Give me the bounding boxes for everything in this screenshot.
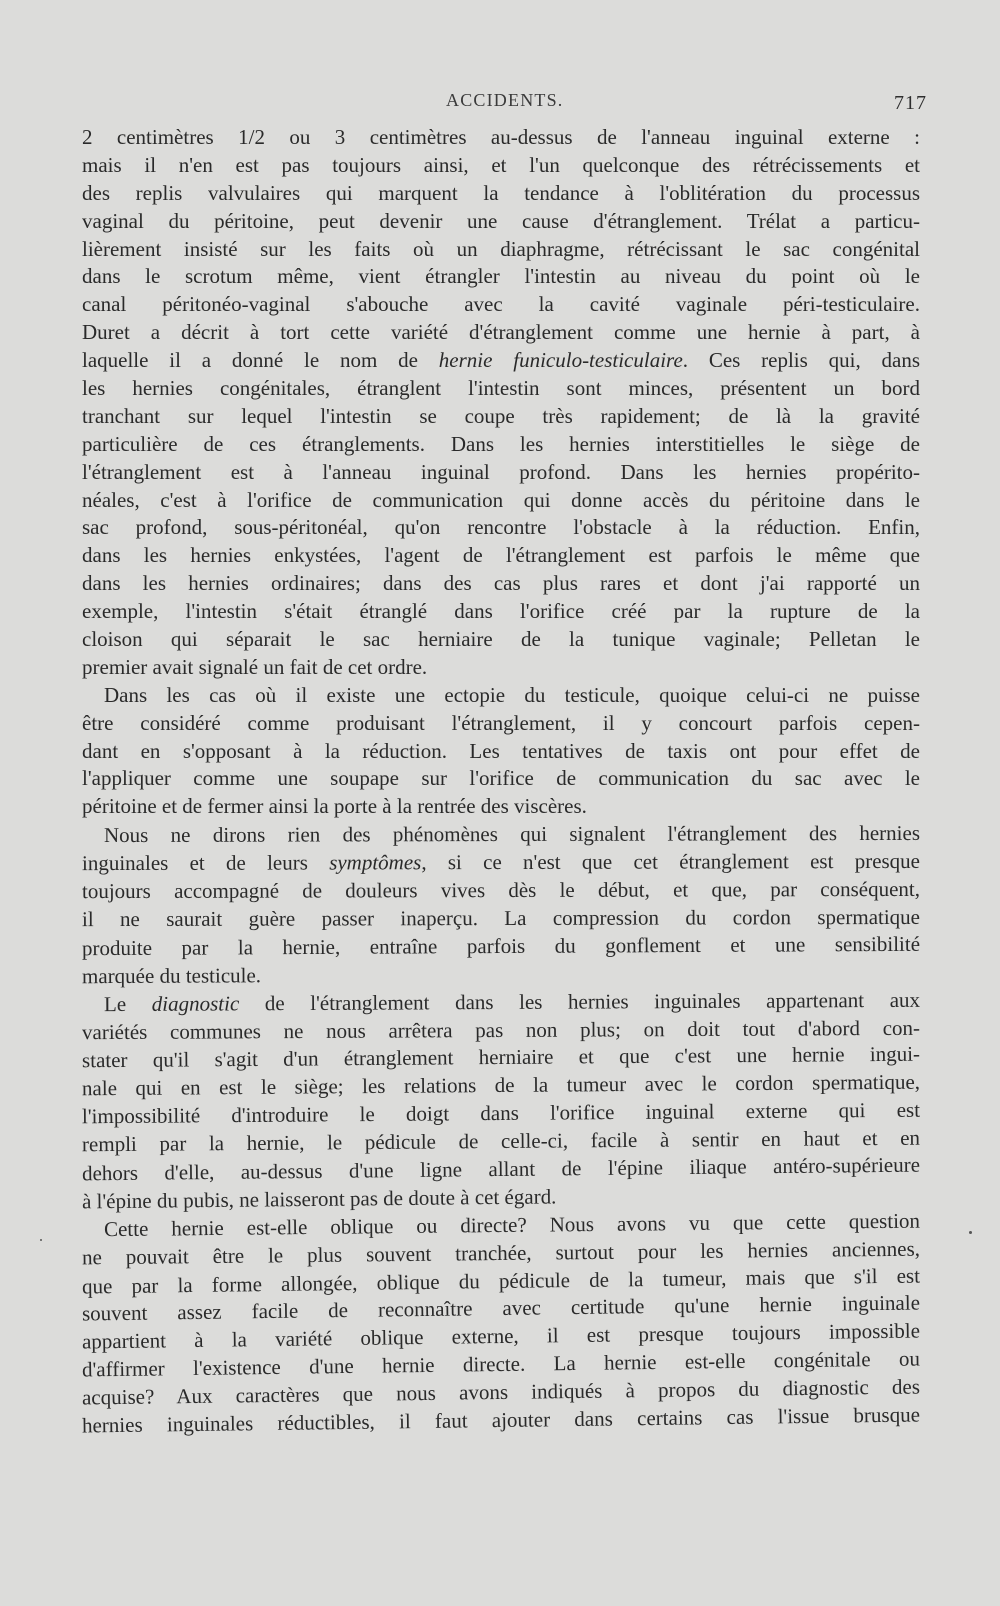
italic-term: diagnostic [151,990,240,1016]
text-line: nale qui en est le siège; les relations de la tumeur avec le cordon spermatique, [81,1069,921,1101]
text-line: acquise? Aux caractères que nous avons indiqués à propos du diagnostic des [81,1374,921,1410]
text-line: sac profond, sous-péritonéal, qu'on rencontre l'obstacle à la réduction. Enfin, [82,515,920,540]
text-line: d'affirmer l'existence d'une hernie directe. La hernie est-elle congénitale ou [81,1346,921,1382]
text-segment: . Ces replis qui, dans [682,348,920,373]
page-number: 717 [894,92,927,114]
text-line: 2 centimètres 1/2 ou 3 centimètres au-dessus de l'anneau inguinal externe : [82,125,920,149]
text-line: stater qu'il s'agit d'un étranglement herniaire et que c'est une hernie ingui- [81,1042,921,1073]
text-line: l'appliquer comme une soupape sur l'orifice de communication du sac avec le [82,766,920,791]
print-speck [40,1239,42,1241]
text-line: dans le scrotum même, vient étrangler l'intestin au niveau du point où le [82,264,920,289]
italic-term: symptômes [329,850,422,875]
text-line: cloison qui séparait le sac herniaire de la tunique vaginale; Pelletan le [82,627,920,652]
text-line: hernies inguinales réductibles, il faut ajouter dans certains cas l'issue brusque [81,1402,921,1438]
text-line: marquée du testicule. [81,962,262,988]
print-speck [969,1231,972,1234]
text-line: appartient à la variété oblique externe, il est presque toujours impossible [81,1318,921,1354]
text-line-with-italic [82,986,920,1018]
text-line: rempli par la hernie, le pédicule de celle-ci, facile à sentir en haut et en [81,1125,921,1157]
text-segment: laquelle il a donné le nom de [82,348,439,373]
text-line: ne pouvait être le plus souvent tranchée, surtout pour les hernies anciennes, [81,1236,921,1270]
text-line: dehors d'elle, au-dessus d'une ligne allant de l'épine iliaque antéro-supérieure [81,1152,921,1186]
text-line: exemple, l'intestin s'était étranglé dans l'orifice créé par la rupture de la [82,599,920,624]
text-line: néales, c'est à l'orifice de communication qui donne accès du péritoine dans le [82,487,920,512]
text-line: dans les hernies enkystées, l'agent de l'étranglement est parfois le même que [82,543,920,568]
text-line: particulière de ces étranglements. Dans les hernies interstitielles le siège de [82,431,920,456]
running-title: ACCIDENTS. [446,90,564,110]
text-line: péritoine et de fermer ainsi la porte à la rentrée des viscères. [82,794,587,819]
text-line: dant en s'opposant à la réduction. Les tentatives de taxis ont pour effet de [82,738,920,763]
text-line: l'impossibilité d'introduire le doigt dans l'orifice inguinal externe qui est [81,1097,921,1129]
text-segment: inguinales et de leurs [81,850,330,876]
text-line: lièrement insisté sur les faits où un diaphragme, rétrécissant le sac congénital [82,236,920,261]
text-line-with-italic [82,848,920,878]
text-line: les hernies congénitales, étranglent l'intestin sont minces, présentent un bord [82,376,920,401]
text-line: Dans les cas où il existe une ectopie du testicule, quoique celui-ci ne puisse [104,682,920,707]
text-line: que par la forme allongée, oblique du pédicule de la tumeur, mais que s'il est [81,1263,921,1298]
text-line: l'étranglement est à l'anneau inguinal profond. Dans les hernies propérito- [82,459,920,484]
running-head [0,90,1000,120]
text-line: des replis valvulaires qui marquent la tendance à l'oblitération du processus [82,180,920,205]
text-line: tranchant sur lequel l'intestin se coupe très rapidement; de là la gravité [82,403,920,428]
text-line: canal péritonéo-vaginal s'abouche avec la cavité vaginale péri-testiculaire. [82,292,920,317]
text-line: à l'épine du pubis, ne laisseront pas de doute à cet égard. [81,1184,557,1214]
text-line-with-italic [82,347,920,375]
text-line: produite par la hernie, entraîne parfois du gonflement et une sensibilité [81,931,921,961]
text-line: être considéré comme produisant l'étranglement, il y concourt parfois cepen- [82,710,920,735]
text-line: Nous ne dirons rien des phénomènes qui signalent l'étranglement des hernies [103,821,921,848]
italic-term: hernie funiculo-testiculaire [438,348,683,373]
text-line: mais il n'en est pas toujours ainsi, et l'un quelconque des rétrécissements et [82,152,920,177]
text-line: vaginal du péritoine, peut devenir une cause d'étranglement. Trélat a particu- [82,208,920,233]
text-line: toujours accompagné de douleurs vives dès le début, et que, par conséquent, [81,876,921,904]
text-line: premier avait signalé un fait de cet ordre. [82,654,428,679]
text-line: dans les hernies ordinaires; dans des cas plus rares et dont j'ai rapporté un [82,571,920,596]
text-segment: , si ce n'est que cet étranglement est presque [421,849,921,875]
text-line: il ne saurait guère passer inaperçu. La compression du cordon spermatique [81,904,921,932]
text-line: variétés communes ne nous arrêtera pas non plus; on doit tout d'abord con- [81,1015,921,1044]
text-line: Duret a décrit à tort cette variété d'étranglement comme une hernie à part, à [82,320,920,345]
text-segment: de l'étranglement dans les hernies inguinales appartenant aux [239,987,921,1015]
text-line: souvent assez facile de reconnaître avec certitude qu'une hernie inguinale [81,1290,921,1326]
body-text [82,124,920,1459]
text-line: Cette hernie est-elle oblique ou directe? Nous avons vu que cette question [103,1208,921,1241]
text-segment: Le [103,991,152,1016]
